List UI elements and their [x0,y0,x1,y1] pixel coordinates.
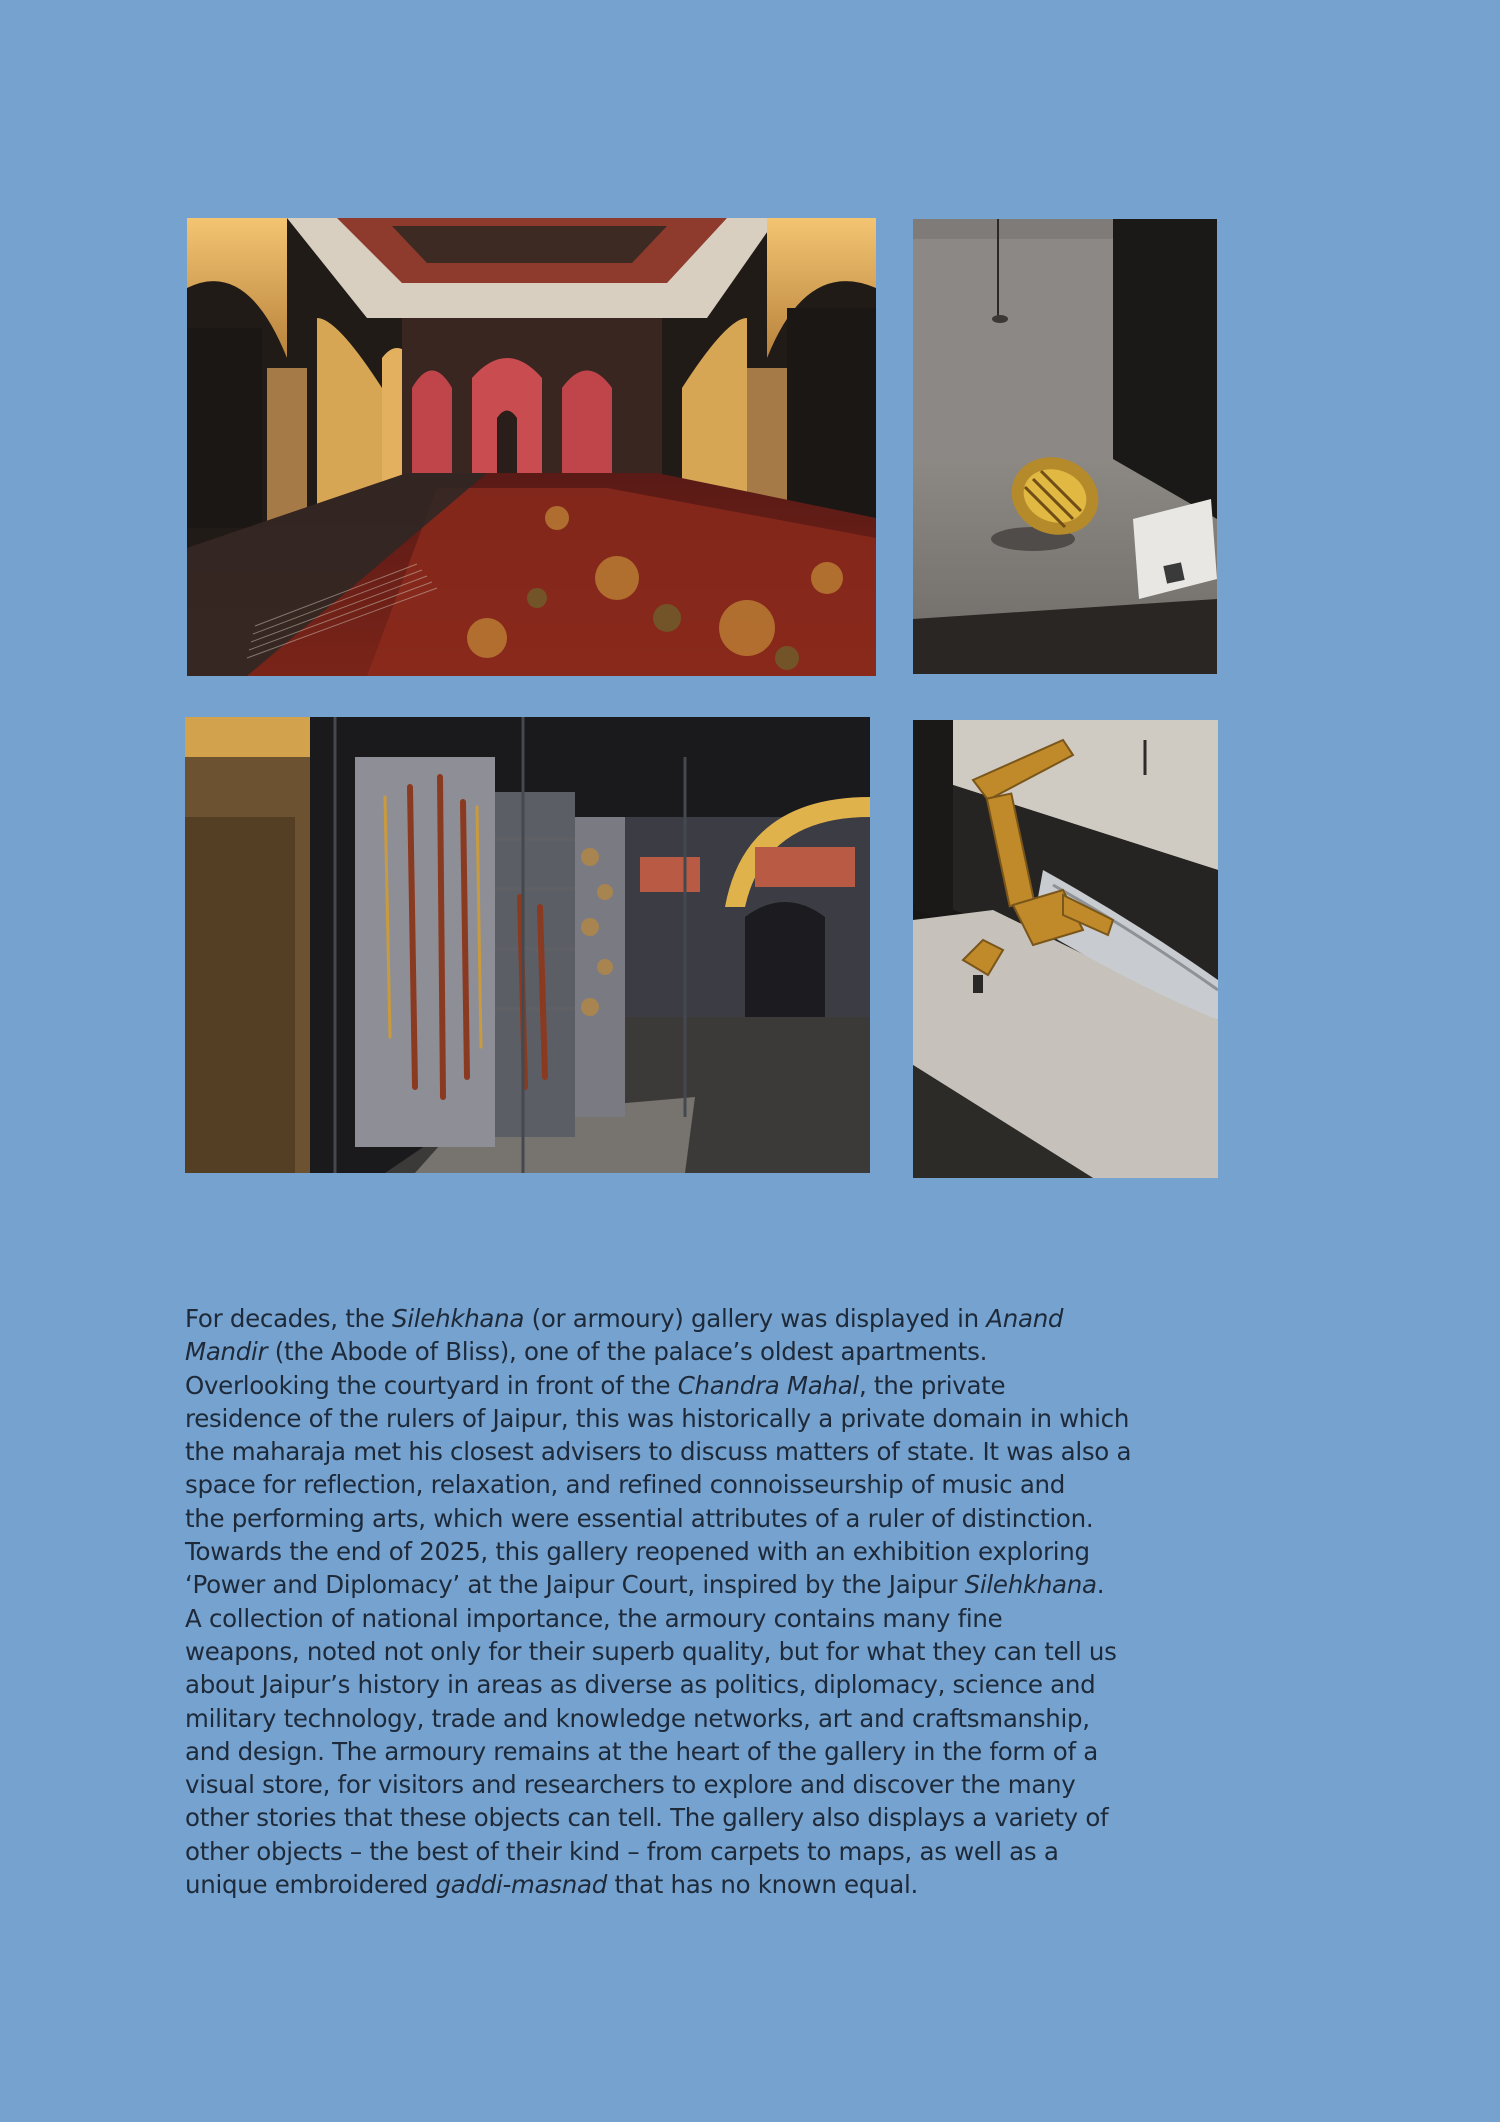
text-run: (or armoury) gallery was displayed in [524,1304,987,1333]
text-run: other objects – the best of their kind – from carpets to maps, as well as a [185,1836,1059,1866]
body-line [185,1801,1145,1834]
photo-gold-ornament [913,219,1217,674]
text-run: . [1096,1570,1105,1600]
text-run: space for reflection, relaxation, and refined connoisseurship of music and [185,1470,1066,1500]
text-run: unique embroidered [185,1870,436,1900]
text-run: that has no known equal. [606,1870,919,1900]
text-run: military technology, trade and knowledge networks, art and craftsmanship, [185,1703,1090,1733]
body-line [185,1835,1145,1868]
body-line [185,1435,1145,1468]
photo-gallery-hall [187,218,876,676]
body-line [185,1768,1145,1801]
body-line [185,1668,1145,1701]
italic-term: gaddi-masnad [435,1870,607,1900]
body-line [185,1402,1145,1435]
body-line [185,1868,1145,1901]
text-run: and design. The armoury remains at the heart of the gallery in the form of a [185,1736,1098,1766]
body-line [185,1735,1145,1768]
italic-term: Mandir [185,1337,268,1367]
body-line [185,1335,1145,1368]
text-run: ‘Power and Diplomacy’ at the Jaipur Court, inspired by the Jaipur [185,1570,965,1600]
body-line [185,1369,1145,1402]
body-line [185,1602,1145,1635]
body-line [185,1535,1145,1568]
italic-term: Anand [986,1304,1064,1333]
text-run: , the private [858,1370,1006,1400]
text-run: weapons, noted not only for their superb quality, but for what they can tell us [185,1636,1117,1666]
italic-term: Chandra Mahal [677,1370,859,1400]
text-run: the performing arts, which were essential attributes of a ruler of distinction. [185,1503,1094,1533]
italic-term: Silehkhana [964,1570,1097,1600]
gallery-hall-image [187,218,876,676]
text-run: the maharaja met his closest advisers to discuss matters of state. It was also a [185,1437,1132,1467]
text-run: about Jaipur’s history in areas as diverse as politics, diplomacy, science and [185,1670,1096,1700]
text-run: visual store, for visitors and researchers to explore and discover the many [185,1770,1076,1800]
body-line [185,1635,1145,1668]
body-paragraph [185,1302,1145,1901]
gold-ornament-image [913,219,1217,674]
body-line [185,1302,1145,1335]
body-line [185,1568,1145,1601]
photo-armoury-racks [185,717,870,1173]
text-run: other stories that these objects can tell. The gallery also displays a variety of [185,1803,1109,1833]
text-run: A collection of national importance, the armoury contains many fine [185,1603,1003,1633]
text-run: For decades, the [185,1304,393,1333]
body-line [185,1702,1145,1735]
text-run: Overlooking the courtyard in front of the [185,1370,678,1400]
photo-gilded-dagger [913,720,1218,1178]
text-run: residence of the rulers of Jaipur, this was historically a private domain in which [185,1403,1130,1433]
armoury-racks-image [185,717,870,1173]
text-run: Towards the end of 2025, this gallery reopened with an exhibition exploring [185,1537,1090,1567]
body-line [185,1468,1145,1501]
text-run: (the Abode of Bliss), one of the palace’s oldest apartments. [267,1337,988,1367]
gilded-dagger-image [913,720,1218,1178]
body-line [185,1502,1145,1535]
italic-term: Silehkhana [392,1304,525,1333]
